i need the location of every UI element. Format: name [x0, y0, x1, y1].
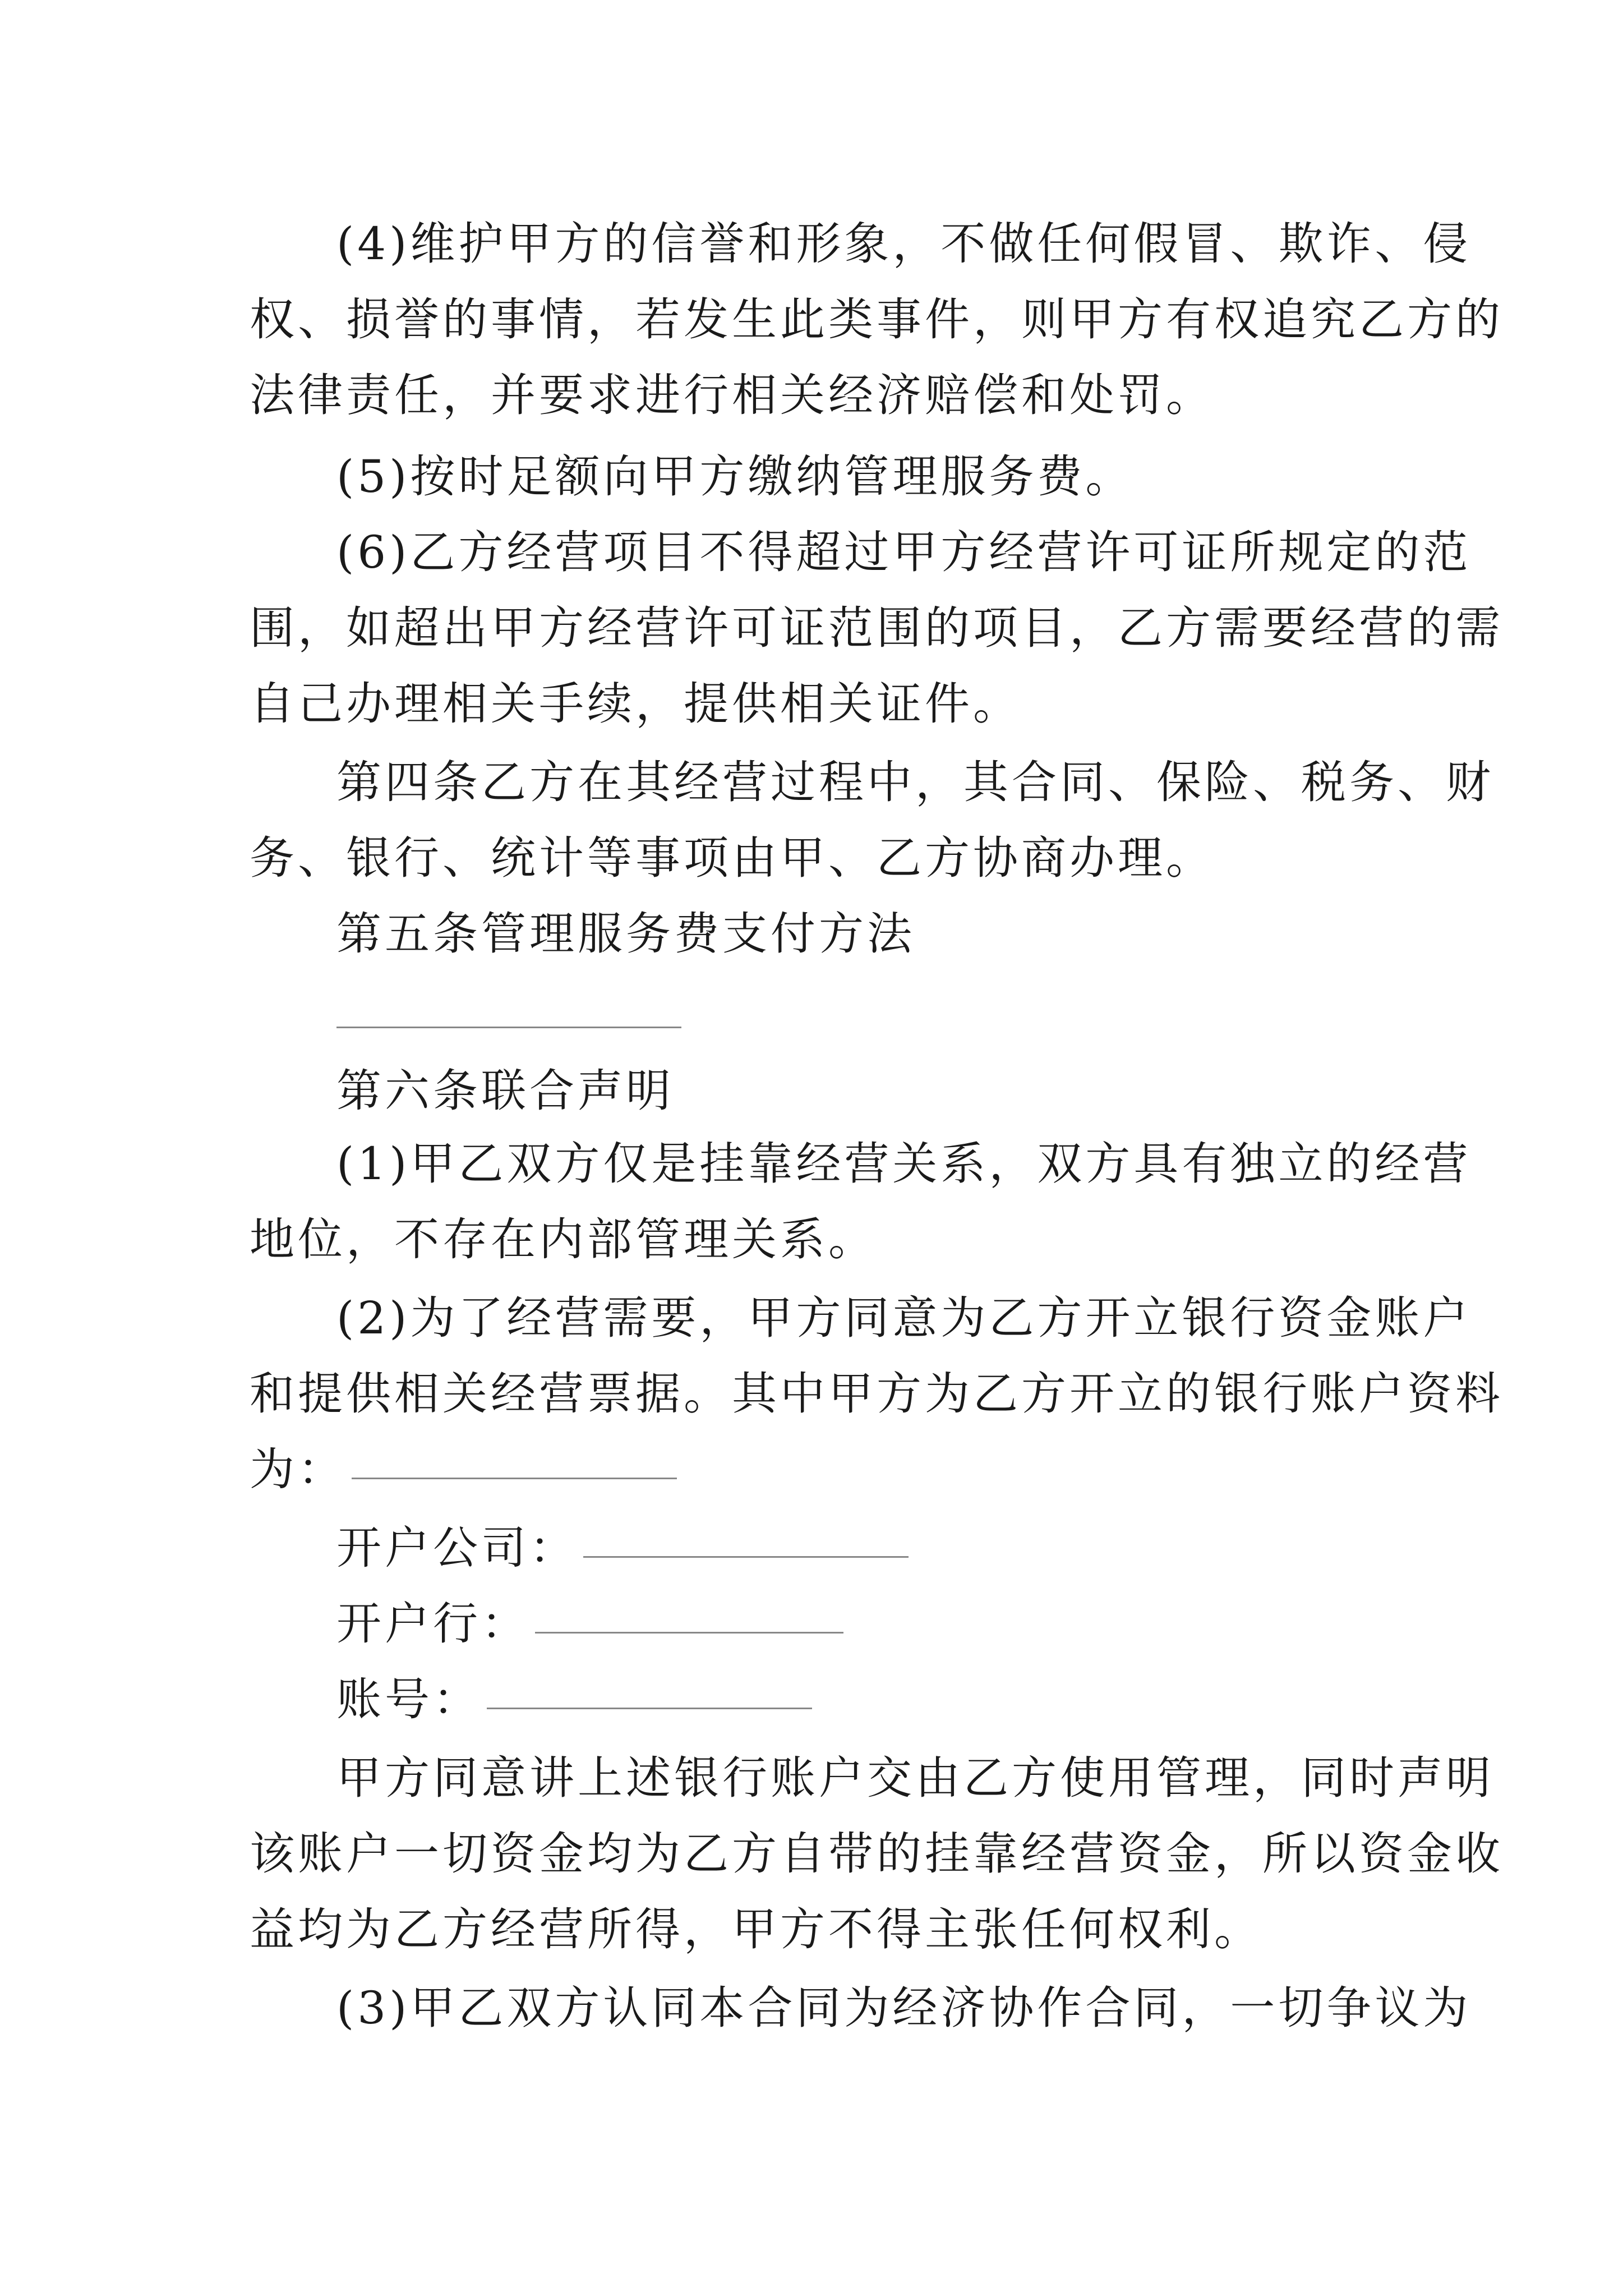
- fill-in-blank: [535, 1632, 843, 1634]
- paragraph-line: 该账户一切资金均为乙方自带的挂靠经营资金，所以资金收: [250, 1828, 1504, 1880]
- field-row: [336, 1520, 909, 1576]
- fill-in-blank: [336, 1027, 681, 1028]
- paragraph-line: (5)按时足额向甲方缴纳管理服务费。: [336, 450, 1134, 503]
- paragraph-line: 甲方同意讲上述银行账户交由乙方使用管理，同时声明: [336, 1752, 1494, 1804]
- fill-in-blank: [487, 1708, 812, 1709]
- paragraph-line: (3)甲乙双方认同本合同为经济协作合同，一切争议为: [336, 1982, 1472, 2034]
- paragraph-line: 权、损誉的事情，若发生此类事件，则甲方有权追究乙方的: [250, 293, 1504, 346]
- fill-in-blank: [583, 1556, 909, 1558]
- field-row: [336, 1596, 843, 1652]
- section-heading: 第五条管理服务费支付方法: [336, 908, 915, 960]
- paragraph-line: 益均为乙方经营所得，甲方不得主张任何权利。: [250, 1903, 1262, 1955]
- field-label: 为：: [250, 1443, 346, 1496]
- paragraph-line: 自己办理相关手续，提供相关证件。: [250, 678, 1021, 730]
- paragraph-line: (6)乙方经营项目不得超过甲方经营许可证所规定的范: [336, 526, 1472, 578]
- field-label: 开户行：: [336, 1598, 529, 1650]
- paragraph-line: 围，如超出甲方经营许可证范围的项目，乙方需要经营的需: [250, 602, 1504, 654]
- field-label: 开户公司：: [336, 1522, 578, 1574]
- paragraph-line: 第四条乙方在其经营过程中，其合同、保险、税务、财: [336, 756, 1494, 808]
- paragraph-line: (4)维护甲方的信誉和形象，不做任何假冒、欺诈、侵: [336, 218, 1472, 270]
- field-row: [250, 1442, 677, 1498]
- paragraph-line: 和提供相关经营票据。其中甲方为乙方开立的银行账户资料: [250, 1368, 1504, 1420]
- field-row: [336, 1672, 812, 1728]
- fill-in-blank: [352, 1478, 677, 1479]
- paragraph-line: (1)甲乙双方仅是挂靠经营关系，双方具有独立的经营: [336, 1138, 1472, 1190]
- paragraph-line: 地位，不存在内部管理关系。: [250, 1213, 877, 1266]
- paragraph-line: 务、银行、统计等事项由甲、乙方协商办理。: [250, 832, 1214, 884]
- field-label: 账号：: [336, 1673, 481, 1726]
- paragraph-line: (2)为了经营需要，甲方同意为乙方开立银行资金账户: [336, 1292, 1472, 1344]
- paragraph-line: 法律责任，并要求进行相关经济赔偿和处罚。: [250, 369, 1214, 421]
- section-heading: 第六条联合声明: [336, 1065, 674, 1117]
